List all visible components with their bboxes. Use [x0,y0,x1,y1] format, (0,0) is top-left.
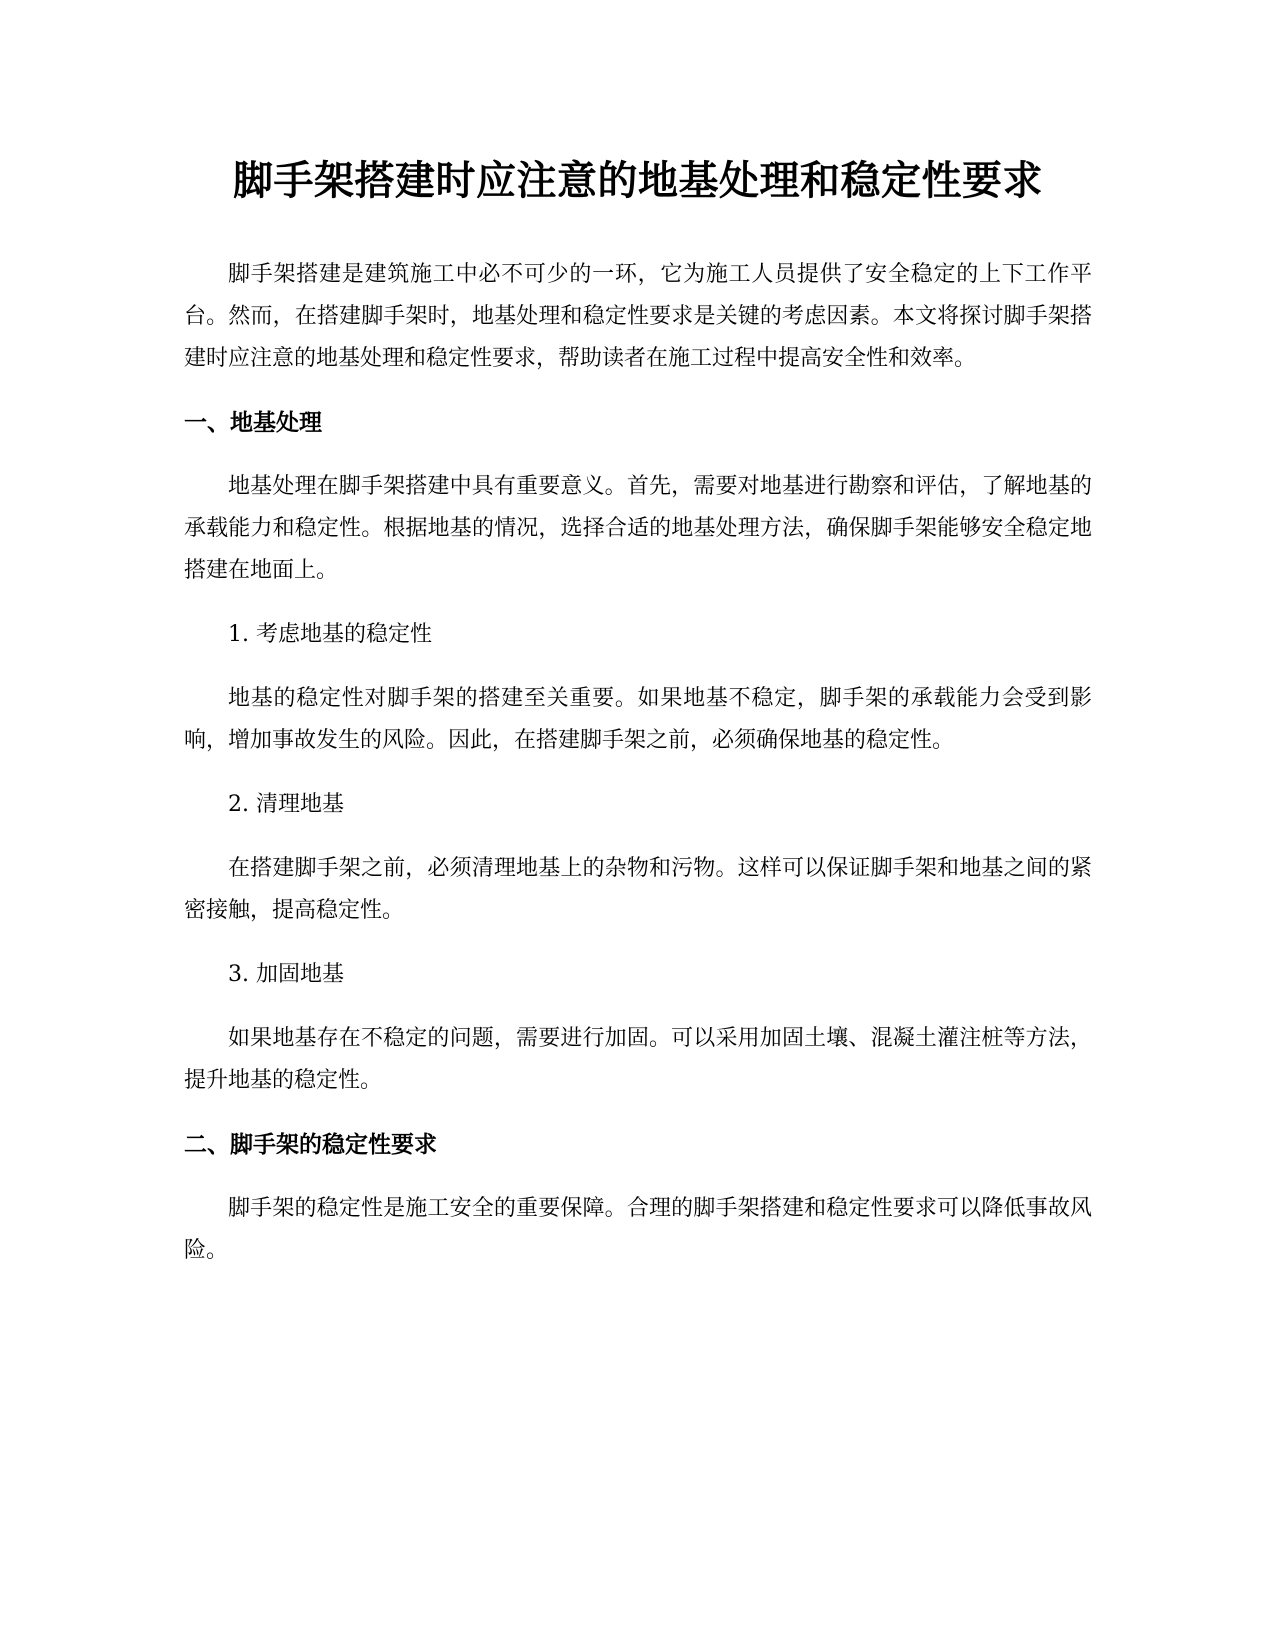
document-body [184,148,1092,1272]
list-item-text: 在搭建脚手架之前，必须清理地基上的杂物和污物。这样可以保证脚手架和地基之间的紧密接触，提高稳定性。 [184,856,1092,923]
list-item-label: 3. 加固地基 [228,962,344,987]
section-stability-intro: 脚手架的稳定性是施工安全的重要保障。合理的脚手架搭建和稳定性要求可以降低事故风险。 [184,1196,1092,1263]
list-item-text: 如果地基存在不稳定的问题，需要进行加固。可以采用加固土壤、混凝土灌注桩等方法，提升地基的稳定性。 [184,1026,1092,1093]
section-heading-stability: 二、脚手架的稳定性要求 [184,1132,437,1158]
list-item-label: 2. 清理地基 [228,792,344,817]
list-item-label: 1. 考虑地基的稳定性 [228,622,432,647]
list-item-text: 地基的稳定性对脚手架的搭建至关重要。如果地基不稳定，脚手架的承载能力会受到影响，增加事故发生的风险。因此，在搭建脚手架之前，必须确保地基的稳定性。 [184,686,1092,753]
intro-paragraph: 脚手架搭建是建筑施工中必不可少的一环，它为施工人员提供了安全稳定的上下工作平台。然而，在搭建脚手架时，地基处理和稳定性要求是关键的考虑因素。本文将探讨脚手架搭建时应注意的地基处理和稳定性要求，帮助读者在施工过程中提高安全性和效率。 [184,262,1092,371]
section-heading-foundation: 一、地基处理 [184,410,322,436]
section-foundation-intro: 地基处理在脚手架搭建中具有重要意义。首先，需要对地基进行勘察和评估，了解地基的承载能力和稳定性。根据地基的情况，选择合适的地基处理方法，确保脚手架能够安全稳定地搭建在地面上。 [184,474,1092,583]
document-title: 脚手架搭建时应注意的地基处理和稳定性要求 [233,158,1043,204]
